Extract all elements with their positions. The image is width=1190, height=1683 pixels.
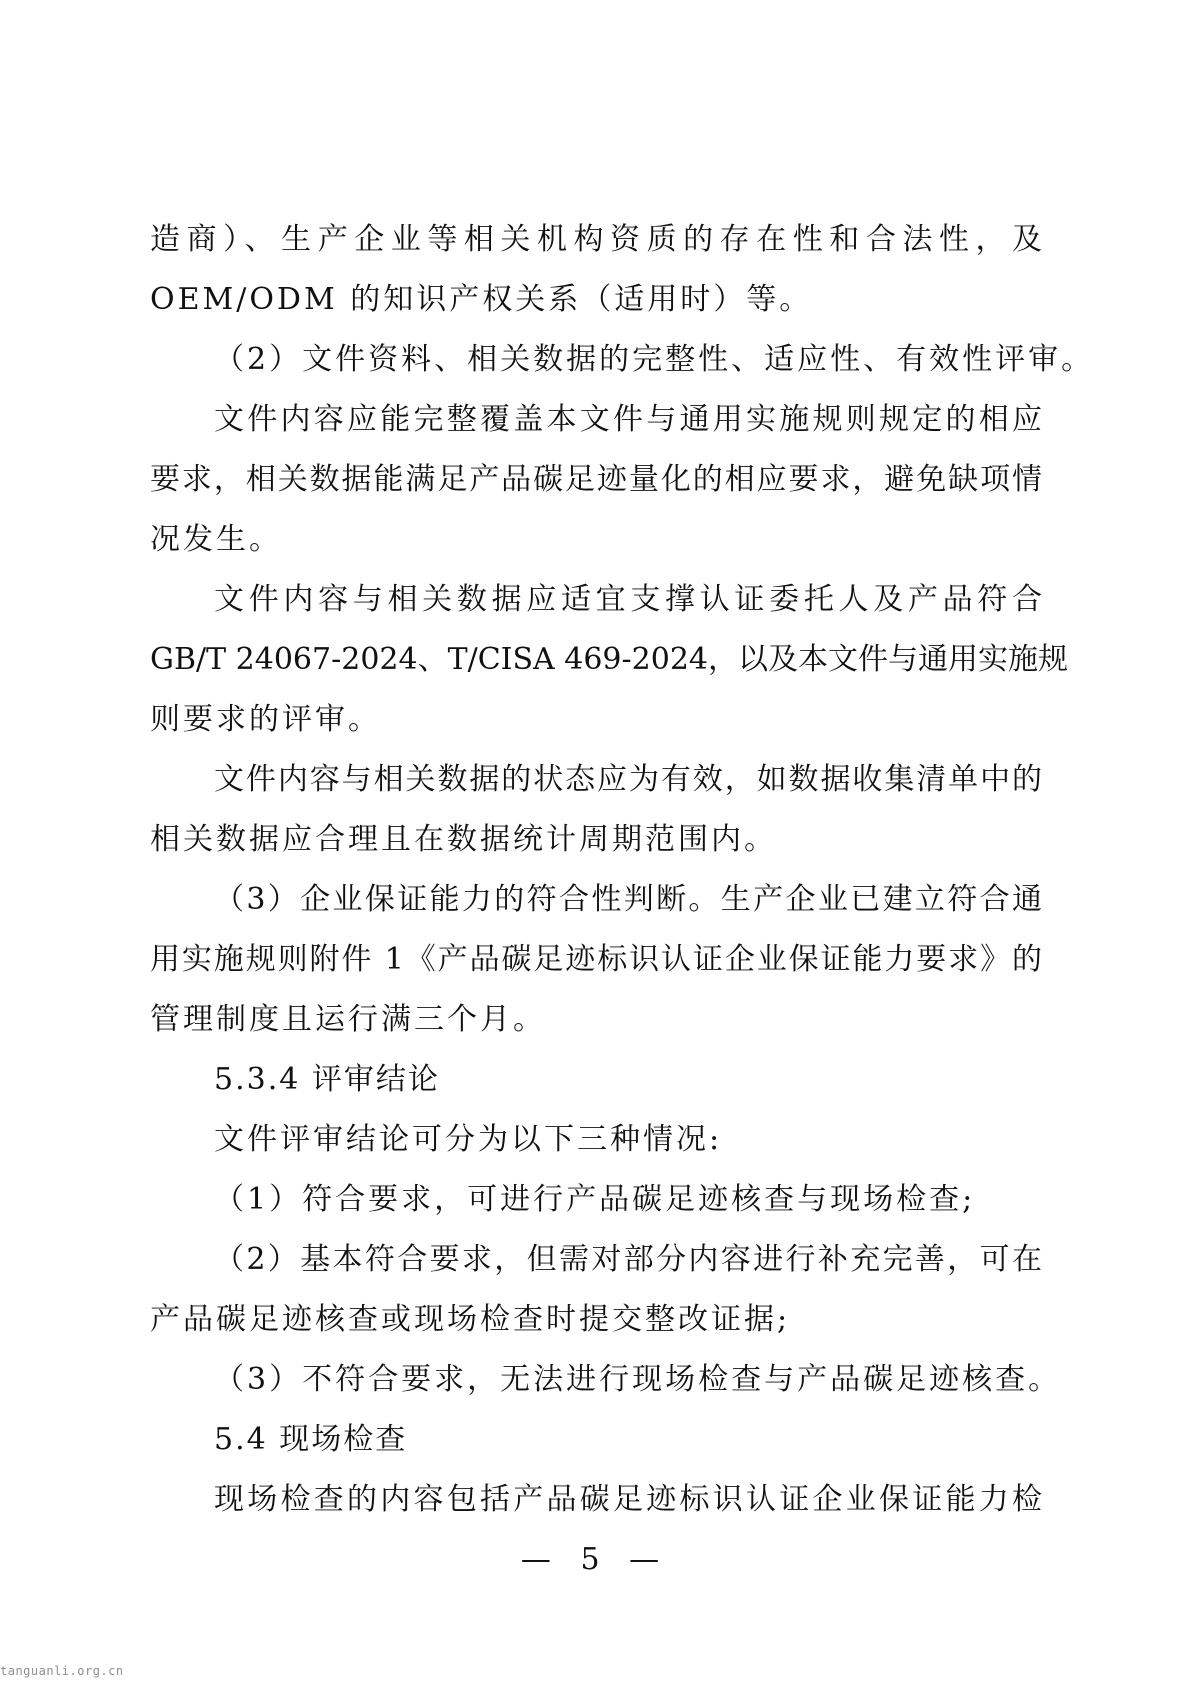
section-heading: 5.3.4 评审结论	[214, 1062, 440, 1097]
text-line: 况发生。	[150, 522, 282, 557]
text-line: （3）不符合要求，无法进行现场检查与产品碳足迹核查。	[214, 1362, 1062, 1397]
text-line: 管理制度且运行满三个月。	[150, 1002, 546, 1037]
text-line: 则要求的评审。	[150, 702, 381, 737]
text-line: （3）企业保证能力的符合性判断。生产企业已建立符合通	[214, 882, 1042, 917]
text-line: （2）文件资料、相关数据的完整性、适应性、有效性评审。	[214, 342, 1095, 377]
text-line: OEM/ODM 的知识产权关系（适用时）等。	[150, 282, 813, 317]
document-body	[150, 210, 1095, 1530]
text-line: （2）基本符合要求，但需对部分内容进行补充完善，可在	[214, 1242, 1042, 1277]
text-line: 用实施规则附件 1《产品碳足迹标识认证企业保证能力要求》的	[150, 942, 1042, 977]
text-line: GB/T 24067-2024、T/CISA 469-2024，以及本文件与通用实施规	[150, 642, 1069, 677]
watermark-text: tanguanli.org.cn	[0, 1664, 124, 1678]
text-line: 文件评审结论可分为以下三种情况:	[214, 1122, 723, 1157]
text-line: 文件内容应能完整覆盖本文件与通用实施规则规定的相应	[214, 402, 1042, 437]
text-line: 要求，相关数据能满足产品碳足迹量化的相应要求，避免缺项情	[150, 462, 1042, 497]
text-line: （1）符合要求，可进行产品碳足迹核查与现场检查;	[214, 1182, 976, 1217]
text-line: 造商）、生产企业等相关机构资质的存在性和合法性，及	[150, 222, 1042, 257]
section-heading: 5.4 现场检查	[214, 1422, 408, 1457]
page-number: — 5 —	[520, 1542, 670, 1577]
text-line: 现场检查的内容包括产品碳足迹标识认证企业保证能力检	[214, 1482, 1042, 1517]
text-line: 产品碳足迹核查或现场检查时提交整改证据;	[150, 1302, 791, 1337]
text-line: 文件内容与相关数据应适宜支撑认证委托人及产品符合	[214, 582, 1042, 617]
text-line: 相关数据应合理且在数据统计周期范围内。	[150, 822, 777, 857]
text-line: 文件内容与相关数据的状态应为有效，如数据收集清单中的	[214, 762, 1042, 797]
